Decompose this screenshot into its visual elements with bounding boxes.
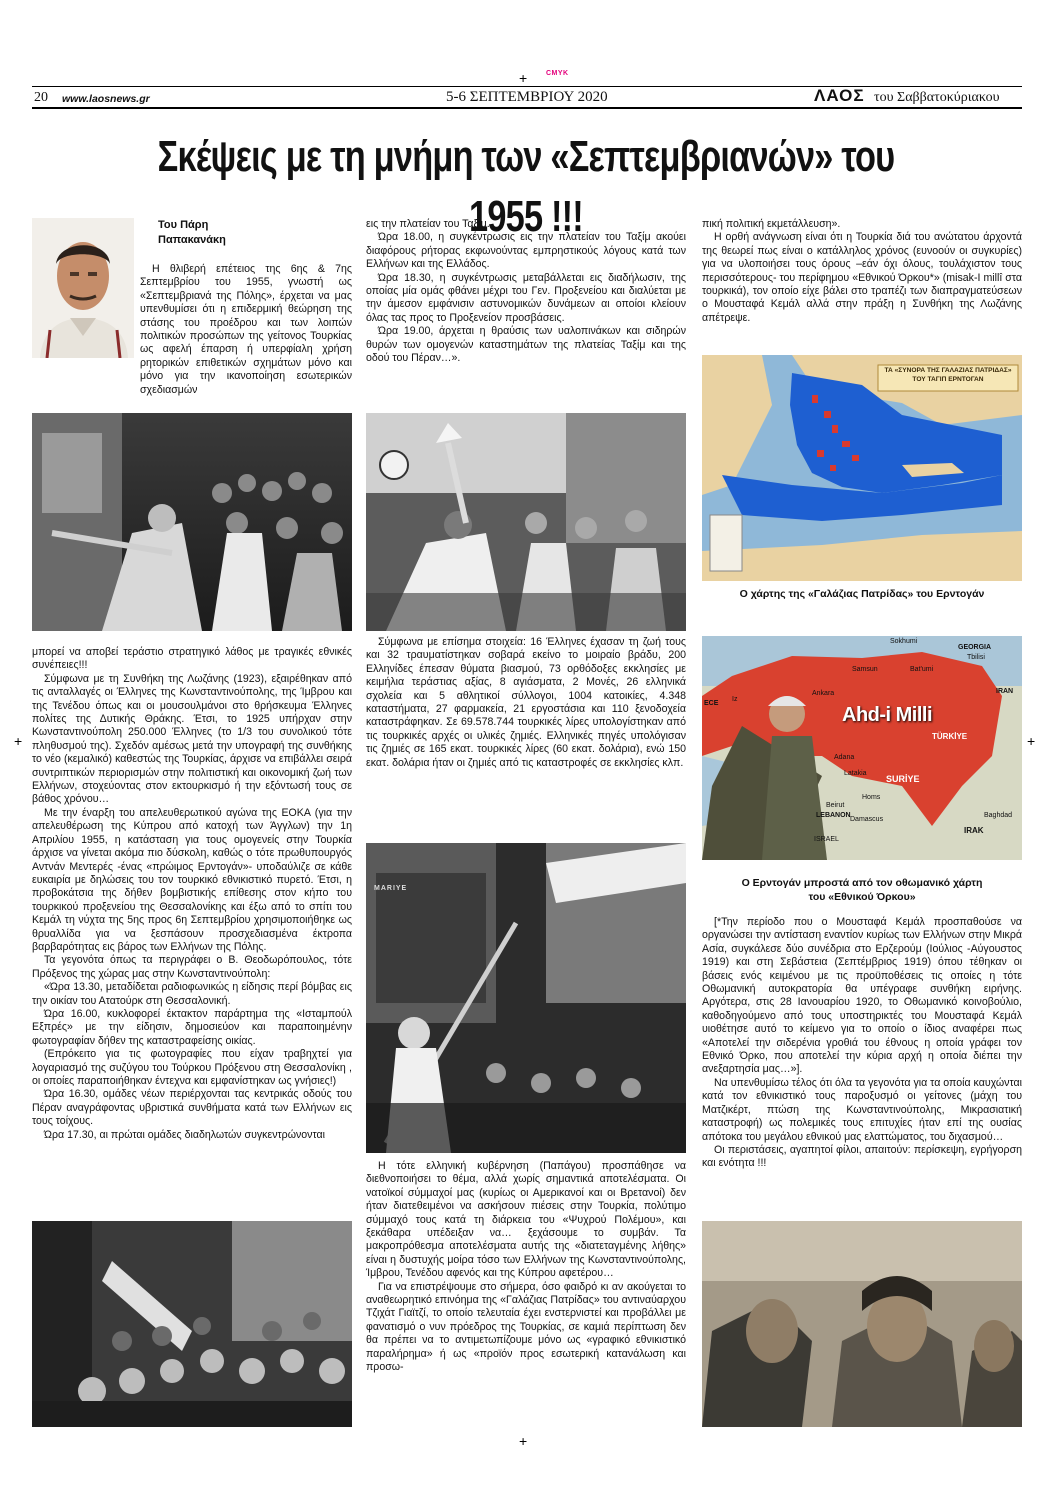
map2-caption xyxy=(702,876,1022,904)
map-place: Bat'umi xyxy=(910,666,934,673)
cmyk-mark: CMYK xyxy=(546,70,569,77)
crowd-photo xyxy=(32,1221,352,1427)
blue-homeland-map xyxy=(702,355,1022,581)
map-place: GEORGIA xyxy=(958,644,992,651)
paragraph: Ώρα 17.30, αι πρώται ομάδες διαδηλωτών συγκεντρώνονται xyxy=(44,1128,325,1141)
page-number: 20 xyxy=(34,90,48,105)
byline xyxy=(158,218,226,248)
map-place: ISRAEL xyxy=(814,836,839,843)
author-photo xyxy=(32,218,134,358)
map-place: IRAK xyxy=(964,826,984,835)
riot-photo xyxy=(32,413,352,631)
paragraph: μπορεί να αποβεί τεράστιο στρατηγικό λάθος με τραγικές εθνικές συνέπειες!!! xyxy=(32,646,352,672)
map-place: Damascus xyxy=(850,816,884,823)
map-place: IRAN xyxy=(996,688,1014,695)
paragraph: Ώρα 16.30, ομάδες νέων περιέρχονται τας κεντρικάς οδούς του Πέραν αναγράφοντας υβριστικά συνθήματα κατά των Ελλήνων εις τους τοίχους. xyxy=(32,1088,352,1128)
map1-title-line2: ΤΟΥ ΤΑΓΙΠ ΕΡΝΤΟΓΑΝ xyxy=(912,376,984,383)
paragraph: Ώρα 18.00, η συγκέντρωσις εις την πλατείαν του Ταξίμ ακούει διαφόρους ρήτορας εκφωνούντας εμπρηστικούς λόγους κατά των Ελλήνων και της Ελλάδος. xyxy=(366,231,686,271)
paragraph: εις την πλατείαν του Ταξίμ. xyxy=(366,218,490,230)
paragraph: Ώρα 18.30, η συγκέντρωσις μεταβάλλεται εις διαδήλωσιν, της οποίας μία ομάς φθάνει μέχρι του Γεν. Προξενείου και διαλύεται με την άμεσον εμφάνισιν αστυνομικών δυνάμεων αι οποίοι κλείουν όλας τας προς το Προξενείον προσβάσεις. xyxy=(366,271,686,324)
website: www.laosnews.gr xyxy=(62,93,150,105)
section-name: του Σαββατοκύριακου xyxy=(874,90,1000,105)
paragraph: Σύμφωνα με τη Συνθήκη της Λωζάνης (1923), εξαιρέθηκαν από τις ανταλλαγές οι Έλληνες της Κωνσταντινούπολης, της Ίμβρου και της Τενέδου όπως και οι μουσουλμάνοι στο θρήσκευμα Έλληνες πολίτες της Δυτικής Θράκης. Έτσι, το 1925 υπήρχαν στην Κωνσταντινούπολη 250.000 Έλληνες (το 1/3 του συνολικού τότε πληθυσμού της). Σχεδόν αμέσως μετά την υπογραφή της συνθήκης το νέο (κεμαλικό) καθεστώς της Τουρκίας, άρχισε να επιβάλλει σειρά συντριπτικών περιορισμών στην πολιτιστική και οικονομική ζωή των Ελλήνων, στοχεύοντας στον εκτουρκισμό ή την εξόντωσή τους σε βάθος χρόνου… xyxy=(32,672,352,806)
destruction-photo xyxy=(366,843,686,1153)
col3-footnote-text xyxy=(702,916,1022,1171)
map-place: LEBANON xyxy=(816,812,851,819)
map-place: Latakia xyxy=(844,770,867,777)
paragraph: Ώρα 19.00, άρχεται η θραύσις των υαλοπινάκων και σιδηρών θυρών των ομογενών καταστημάτων της πλατείας Ταξίμ και της οδού του Πέραν…». xyxy=(366,325,686,365)
map-place: Iz xyxy=(732,696,738,703)
header-rule-bottom xyxy=(32,107,1022,109)
paragraph: Οι περιστάσεις, αγαπητοί φίλοι, απαιτούν: περίσκεψη, εγρήγορση και ενότητα !!! xyxy=(702,1143,1022,1170)
map-place: Beirut xyxy=(826,802,845,809)
map2-label: Ahd-i Milli xyxy=(842,704,933,726)
brand-logo: ΛΑΟΣ xyxy=(814,86,865,105)
paragraph: Σύμφωνα με επίσημα στοιχεία: 16 Έλληνες έχασαν τη ζωή τους και 32 τραυματίστηκαν σοβαρά εκείνο το μοιραίο βράδυ, 200 Ελληνίδες έπεσαν θύματα βιασμού, 73 ορθόδοξες εκκλησίες με κειμήλια τεράστιας αξίας, 8 αγιάσματα, 2 Μονές, 26 ελληνικά σχολεία και 5 αθλητικοί σύλλογοι, 1004 κατοικίες, 4.348 καταστήματα, 27 φαρμακεία, 21 εργοστάσια και 110 ξενοδοχεία καταστράφηκαν. Σε 69.578.744 τουρκικές λίρες υπολογίστηκαν από τις τουρκικές αρχές οι υλικές ζημιές. Ελληνικές πηγές υπολόγισαν τις ζημιές σε 165 εκατ. τουρκικές λίρες (60 εκατ. δολάρια), ενώ 150 εκατ. δολάρια ήταν οι ζημιές από τις καταστροφές σε εκκλησίες κλπ. xyxy=(366,636,686,769)
map1-caption: Ο χάρτης της «Γαλάζιας Πατρίδας» του Ερντογάν xyxy=(739,588,985,600)
map1-title-line1: ΤΑ «ΣΥΝΟΡΑ ΤΗΣ ΓΑΛΑΖΙΑΣ ΠΑΤΡΙΔΑΣ» xyxy=(884,367,1012,374)
map-place: ECE xyxy=(704,700,719,707)
registration-mark: + xyxy=(1027,733,1036,749)
issue-date: 5-6 ΣΕΠΤΕΜΒΡΙΟΥ 2020 xyxy=(446,89,608,105)
col1-intro xyxy=(140,263,352,397)
paragraph: πική πολιτική εκμετάλλευση». xyxy=(702,218,841,230)
registration-mark: + xyxy=(519,70,528,86)
col2-top-text xyxy=(366,218,686,365)
map-place: Sokhumi xyxy=(890,638,918,645)
byline-name: Παπακανάκη xyxy=(158,234,226,246)
col1-intro-text: Η θλιβερή επέτειος της 6ης & 7ης Σεπτεμβρίου του 1955, γνωστή ως «Σεπτεμβριανά της Πόλης», έρχεται να μας υπενθυμίσει ότι η επιδερμική θεώρηση της στάσης του προέδρου και των λοιπών πολιτικών προσώπων της γείτονος Τουρκίας ως αφελή έπαρση ή υπερφίαλη χρήση ρητορικών επιθετικών σχημάτων μόνο και μόνο για την ικανοποίηση εσωτερικών σχεδιασμών xyxy=(140,263,352,396)
paragraph: [*Την περίοδο που ο Μουσταφά Κεμάλ προσπαθούσε να οργανώσει την αντίσταση εναντίον κυρίως των Ελλήνων στην Μικρά Ασία, συγκάλεσε δύο συνέδρια στο Ερζερούμ (Ιούλιος -Αύγουστος 1919) και στη Σεβάστεια (Σεπτέμβριος 1919) όπου τέθηκαν οι βάσεις ενός κειμένου με τις προϋποθέσεις τις οποίες η τότε Οθωμανική αυτοκρατορία θα υπέγραφε συνθήκη ειρήνης. Αργότερα, στις 28 Ιανουαρίου 1920, το Οθωμανικό κοινοβούλιο, καθοδηγούμενο από τους υποστηρικτές του Μουσταφά Κεμάλ υιοθέτησε αυτό το κείμενο για το οποίο ο ίδιος αναφέρει πως «Αποτελεί την σιδερένια γροθιά του έθνους η οποία γράφει τον Εθνικό Όρκο, που αποτελεί την κύρια αρχή η οποία διέπει την ανεξαρτησία μας…»]. xyxy=(702,916,1022,1076)
col2-bottom-text xyxy=(366,1160,686,1375)
byline-prefix: Του Πάρη xyxy=(158,219,209,231)
registration-mark: + xyxy=(14,733,23,749)
map-place: Samsun xyxy=(852,666,878,673)
map-place: Adana xyxy=(834,754,855,761)
col2-statistics-text xyxy=(366,636,686,770)
headline: Σκέψεις με τη μνήμη των «Σεπτεμβριανών» του 1955 !!! xyxy=(157,132,895,241)
paragraph: «Ώρα 13.30, μεταδίδεται ραδιοφωνικώς η είδησις περί βόμβας εις την οικίαν του Ατατούρκ στη Θεσσαλονική. xyxy=(32,981,352,1007)
paragraph: Με την έναρξη του απελευθερωτικού αγώνα της ΕΟΚΑ (για την απελευθέρωση της Κύπρου από κατοχή των Άγγλων) την 1η Απριλίου 1955, η κατάσταση για τους ομογενείς στην Τουρκία άρχισε να γίνεται ακόμα πιο δύσκολη, καθώς ο τότε πρωθυπουργός Αντνάν Μεντερές -ένας «πρώιμος Ερντογάν»- υποδαύλιζε σε κάθε ευκαιρία με δηλώσεις του τον τουρκικό εθνικιστικό πυρετό. Έτσι, η προβοκάτσια της δήθεν βομβιστικής επίθεσης στον κήπο του τουρκικού προξενείου της Θεσσαλονίκης και έξω από το σπίτι του Κεμάλ τη νύχτα της 5ης προς 6η Σεπτεμβρίου χρησιμοποιήθηκε ως θρυαλλίδα για να ξεσπάσουν προσχεδιασμένα έκτροπα βαρβαρότητας εις βάρος των Ελλήνων της Πόλης. xyxy=(32,806,352,953)
shop-sign: MARIYE xyxy=(374,885,408,892)
map-place: Ankara xyxy=(812,690,835,697)
header-rule-top xyxy=(32,86,1022,87)
map1-title xyxy=(880,366,1016,384)
paragraph: Ώρα 16.00, κυκλοφορεί έκτακτον παράρτημα της «Ισταμπούλ Εξπρές» με την είδησιν, δημοσιεύον και παραποιημένην φωτογραφίαν δήθεν της καταστραφείσης οικίας. xyxy=(32,1007,352,1047)
map2-caption-line1: Ο Ερντογάν μπροστά από τον οθωμανικό χάρτη xyxy=(741,877,983,889)
paragraph: Η ορθή ανάγνωση είναι ότι η Τουρκία διά του ανώτατου άρχοντά της θεωρεί πως είναι ο κατάλληλος χρόνος (ευνοούν οι συγκυρίες) για να υλοποιήσει τους όρους –εάν όχι όλους, τουλάχιστον τους περισσότερους- του περίφημου «Εθνικού Όρκου*» (misak-I millî στα τουρκικά), τον οποίο είχε βάλει στο τραπέζι των διαπραγματεύσεων ο Μουσταφά Κεμάλ αλλά στην πράξη η Συνθήκη της Λωζάνης απέτρεψε. xyxy=(702,231,1022,324)
ahd-i-milli-map xyxy=(702,636,1022,860)
map-place: Tbilisi xyxy=(967,654,985,661)
map2-caption-line2: του «Εθνικού Όρκου» xyxy=(808,891,916,903)
col3-top-text xyxy=(702,218,1022,325)
grieving-women-photo xyxy=(702,1221,1022,1427)
map-place: SURİYE xyxy=(886,774,920,784)
paragraph: Για να επιστρέψουμε στο σήμερα, όσο φαιδρό κι αν ακούγεται το αναθεωρητικό επινόημα της «Γαλάζιας Πατρίδας» του αντιναύαρχου Τζιχάτ Γιαϊτζί, το οποίο τελευταία έχει ενστερνιστεί και προβάλλει με φανατισμό ο νυν πρόεδρος της Τουρκίας, σε καμιά περίπτωση δεν θα πρέπει να το αντιμετωπίζουμε μόνο ως «γραφικό εθνικιστικό παραλήρημα» ή ως «προϊόν προς εσωτερική κατανάλωση και προσω- xyxy=(366,1280,686,1374)
smashing-photo xyxy=(366,413,686,631)
paragraph: Να υπενθυμίσω τέλος ότι όλα τα γεγονότα για τα οποία καυχώνται κατά τον εθνικιστικό τους παροξυσμό οι γείτονες (μάχη του Ματζικέρτ, πτώση της Κωνσταντινούπολης, Μικρασιατική καταστροφή) ως πολεμικές τους επιτυχίες ήταν επί της ουσίας απότοκα του μεγάλου εθνικού μας ελαττώματος, του διχασμού… xyxy=(702,1076,1022,1143)
col1-main-text xyxy=(32,646,352,1142)
map-place: TÜRKİYE xyxy=(932,732,968,741)
map-place: Homs xyxy=(862,794,881,801)
map-place: Baghdad xyxy=(984,812,1013,819)
paragraph: Τα γεγονότα όπως τα περιγράφει ο Β. Θεοδωρόπουλος, τότε Πρόξενος της χώρας μας στην Κωνσταντινούπολη: xyxy=(32,954,352,980)
registration-mark: + xyxy=(519,1433,528,1449)
paragraph: (Επρόκειτο για τις φωτογραφίες που είχαν τραβηχτεί για λογαριασμό της συζύγου του Τούρκου Πρόξενου στη Θεσσαλονίκη , οι οποίες παραποιήθηκαν έντεχνα και εμφανίστηκαν ως γνήσιες!) xyxy=(32,1048,352,1087)
paragraph: Η τότε ελληνική κυβέρνηση (Παπάγου) προσπάθησε να διεθνοποιήσει το θέμα, αλλά χωρίς σημαντικά αποτελέσματα. Οι νατοϊκοί σύμμαχοί μας (κυρίως οι Αμερικανοί και οι Βρετανοί) δεν ήταν διατεθειμένοι να ασκήσουν πιέσεις στην Τουρκία, πολύτιμο σύμμαχό τους κατά τη διάρκεια του «Ψυχρού Πολέμου», και ξεκάθαρα υπέδειξαν να… ξεχάσουμε το συμβάν. Τα μακροπρόθεσμα αποτελέσματα αυτής της «διατεταγμένης λήθης» είναι η δυστυχής μοίρα τόσο των Ελλήνων της Κωνσταντινούπολης, Ίμβρου, Τενέδου αφενός και της Κύπρου αφετέρου… xyxy=(366,1160,686,1280)
